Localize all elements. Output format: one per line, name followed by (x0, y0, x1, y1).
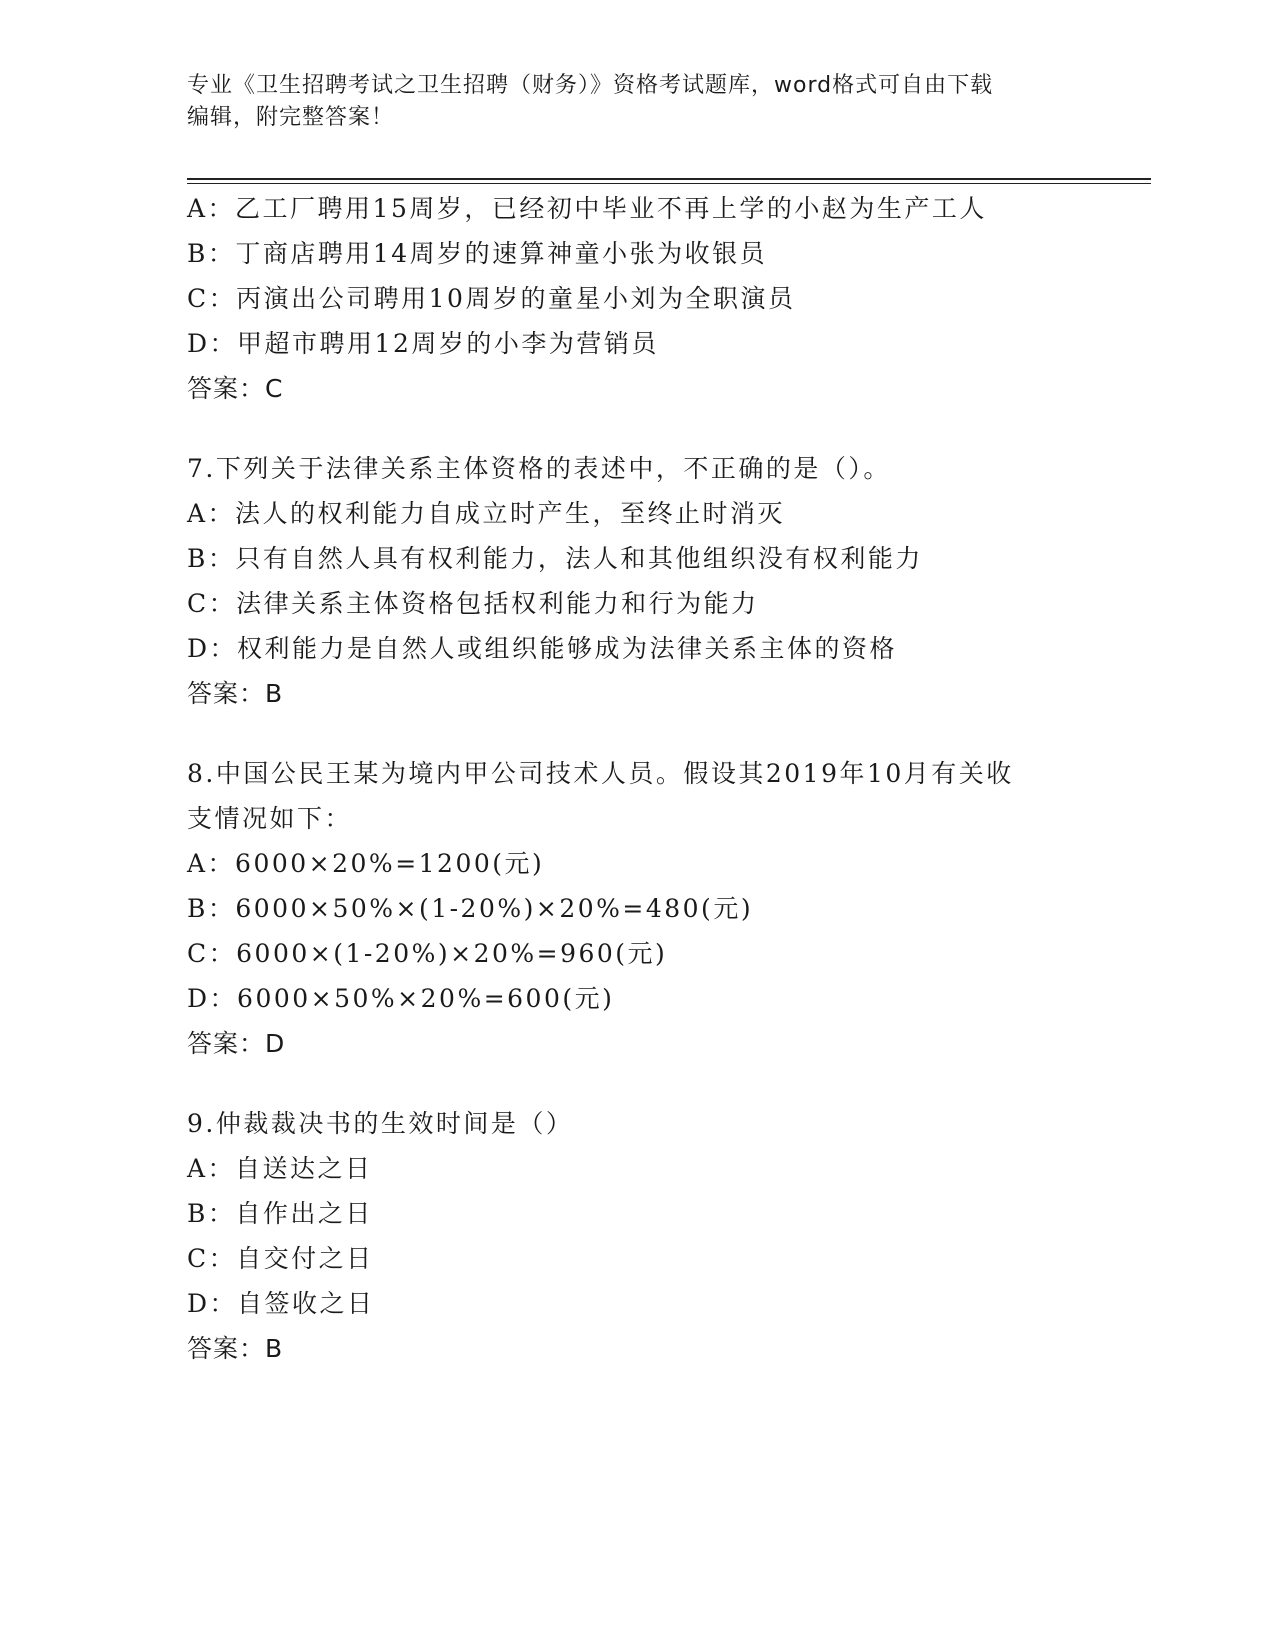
header-line-2: 编辑，附完整答案！ (187, 105, 395, 130)
q9-option-b: B：自作出之日 (187, 1199, 373, 1228)
q6-option-c: C：丙演出公司聘用10周岁的童星小刘为全职演员 (187, 284, 796, 313)
q7-answer: 答案：B (187, 679, 284, 708)
q9-answer: 答案：B (187, 1334, 284, 1363)
q8-answer: 答案：D (187, 1029, 286, 1058)
spacer (187, 411, 1087, 446)
question-list (187, 186, 1087, 1371)
q9-option-a: A：自送达之日 (187, 1154, 373, 1183)
q9-option-c: C：自交付之日 (187, 1244, 374, 1273)
page-header (187, 70, 1077, 134)
header-divider-thick (187, 178, 1151, 180)
q7-option-a: A：法人的权利能力自成立时产生，至终止时消灭 (187, 499, 786, 528)
q6-option-a: A：乙工厂聘用15周岁，已经初中毕业不再上学的小赵为生产工人 (187, 194, 987, 223)
q9-option-d: D：自签收之日 (187, 1289, 375, 1318)
q6-answer: 答案：C (187, 374, 284, 403)
q8-option-b: B：6000×50%×(1-20%)×20%=480(元) (187, 894, 754, 923)
q7-option-c: C：法律关系主体资格包括权利能力和行为能力 (187, 589, 759, 618)
question-9-block (187, 1101, 1087, 1371)
q7-option-d: D：权利能力是自然人或组织能够成为法律关系主体的资格 (187, 634, 898, 663)
header-divider-thin (187, 183, 1151, 184)
question-8-block (187, 751, 1087, 1066)
q8-stem-line-1: 8.中国公民王某为境内甲公司技术人员。假设其2019年10月有关收 (187, 759, 1014, 788)
question-6-block (187, 186, 1087, 411)
q7-option-b: B：只有自然人具有权利能力，法人和其他组织没有权利能力 (187, 544, 923, 573)
q8-stem-line-2: 支情况如下： (187, 804, 353, 833)
spacer (187, 1066, 1087, 1101)
question-7-block (187, 446, 1087, 716)
q6-option-d: D：甲超市聘用12周岁的小李为营销员 (187, 329, 659, 358)
spacer (187, 716, 1087, 751)
q8-option-c: C：6000×(1-20%)×20%=960(元) (187, 939, 668, 968)
q6-option-b: B：丁商店聘用14周岁的速算神童小张为收银员 (187, 239, 768, 268)
q8-option-a: A：6000×20%=1200(元) (187, 849, 545, 878)
q8-option-d: D：6000×50%×20%=600(元) (187, 984, 615, 1013)
q7-stem: 7.下列关于法律关系主体资格的表述中，不正确的是（）。 (187, 454, 891, 483)
header-line-1: 专业《卫生招聘考试之卫生招聘（财务）》资格考试题库，word格式可自由下载 (187, 73, 994, 98)
q9-stem: 9.仲裁裁决书的生效时间是（） (187, 1109, 574, 1138)
